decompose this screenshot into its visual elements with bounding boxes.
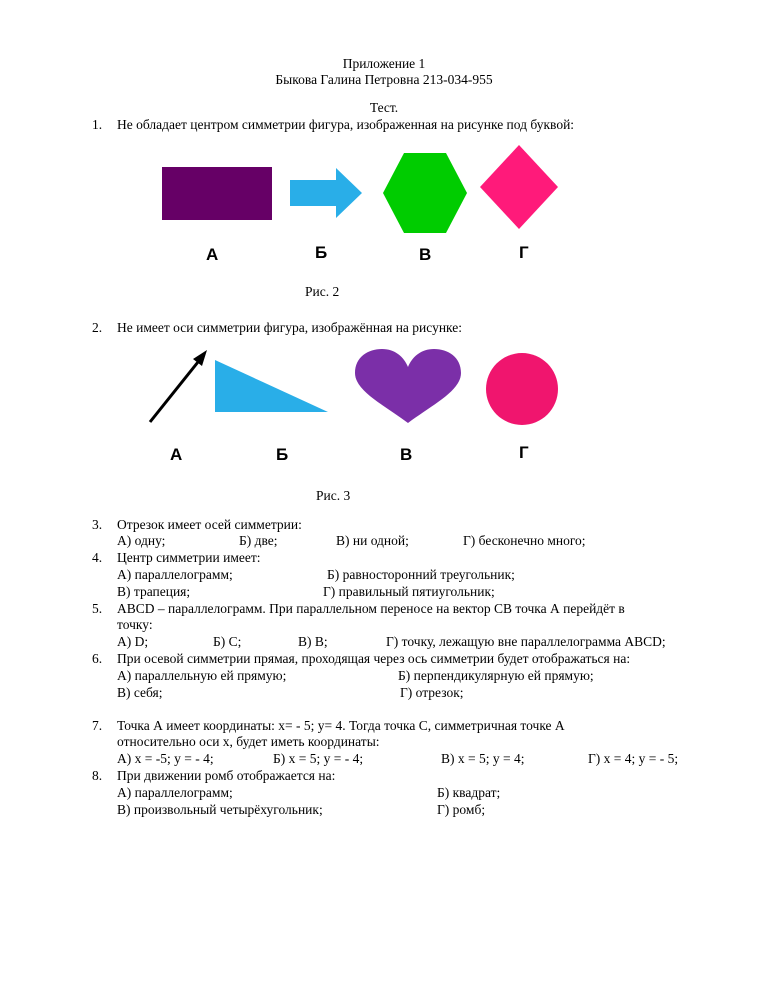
q1-label-a: А xyxy=(206,245,219,264)
q1-caption: Рис. 2 xyxy=(305,284,340,299)
q8-option-a: А) параллелограмм; xyxy=(117,785,233,800)
q5-number: 5. xyxy=(92,601,103,616)
q4-option-b: Б) равносторонний треугольник; xyxy=(327,567,515,582)
q8-number: 8. xyxy=(92,768,103,783)
q2-caption: Рис. 3 xyxy=(316,488,351,503)
q7-option-b: Б) х = 5; у = - 4; xyxy=(273,751,364,766)
q7-text-line2: относительно оси х, будет иметь координаты: xyxy=(117,734,380,749)
q4-number: 4. xyxy=(92,550,103,565)
test-title: Тест. xyxy=(369,100,399,115)
q2-label-g: Г xyxy=(519,443,529,462)
q4-option-c: В) трапеция; xyxy=(117,584,191,599)
q8-text: При движении ромб отображается на: xyxy=(117,768,336,783)
q2-arrow-line xyxy=(150,357,202,422)
q5-option-d: Г) точку, лежащую вне параллелограмма ABCD; xyxy=(386,634,666,649)
q2-figures xyxy=(140,345,570,430)
q1-figures xyxy=(150,140,570,235)
q5-option-c: В) B; xyxy=(298,634,328,649)
q8-option-d: Г) ромб; xyxy=(437,802,486,817)
q5-text-line1: ABCD – параллелограмм. При параллельном переносе на вектор CB точка А перейдёт в xyxy=(117,601,625,616)
q1-label-g: Г xyxy=(519,243,529,262)
q6-option-a: А) параллельную ей прямую; xyxy=(117,668,287,683)
q1-rhombus xyxy=(480,145,558,229)
q6-option-d: Г) отрезок; xyxy=(400,685,464,700)
q4-option-d: Г) правильный пятиугольник; xyxy=(323,584,495,599)
q3-text: Отрезок имеет осей симметрии: xyxy=(117,517,302,532)
q7-number: 7. xyxy=(92,718,103,733)
q1-text: Не обладает центром симметрии фигура, изображенная на рисунке под буквой: xyxy=(117,117,575,132)
q2-triangle xyxy=(215,360,328,412)
q3-option-a: А) одну; xyxy=(117,533,166,548)
q1-arrow xyxy=(290,168,362,218)
q6-text: При осевой симметрии прямая, проходящая через ось симметрии будет отображаться на: xyxy=(117,651,631,666)
q5-option-b: Б) С; xyxy=(213,634,242,649)
q1-label-b: Б xyxy=(315,243,328,262)
author-line: Быкова Галина Петровна 213-034-955 xyxy=(275,72,493,87)
q5-option-a: А) D; xyxy=(117,634,149,649)
q4-text: Центр симметрии имеет: xyxy=(117,550,261,565)
q2-circle xyxy=(486,353,558,425)
q3-option-c: В) ни одной; xyxy=(336,533,409,548)
q2-label-b: Б xyxy=(276,445,289,464)
q6-number: 6. xyxy=(92,651,103,666)
q1-label-v: В xyxy=(419,245,432,264)
q2-label-v: В xyxy=(400,445,413,464)
q5-text-line2: точку: xyxy=(117,617,153,632)
q6-option-b: Б) перпендикулярную ей прямую; xyxy=(398,668,594,683)
q7-option-a: А) х = -5; у = - 4; xyxy=(117,751,214,766)
q3-number: 3. xyxy=(92,517,103,532)
q2-heart xyxy=(355,349,461,423)
q2-number: 2. xyxy=(92,320,103,335)
q7-text-line1: Точка А имеет координаты: х= - 5; у= 4. Тогда точка С, симметричная точке А xyxy=(117,718,565,733)
q3-option-b: Б) две; xyxy=(239,533,278,548)
q7-option-c: В) х = 5; у = 4; xyxy=(441,751,525,766)
q7-option-d: Г) х = 4; у = - 5; xyxy=(588,751,679,766)
q4-option-a: А) параллелограмм; xyxy=(117,567,233,582)
q2-text: Не имеет оси симметрии фигура, изображённая на рисунке: xyxy=(117,320,463,335)
q8-option-c: В) произвольный четырёхугольник; xyxy=(117,802,323,817)
appendix-label: Приложение 1 xyxy=(342,56,426,71)
q6-option-c: В) себя; xyxy=(117,685,163,700)
q1-rectangle xyxy=(162,167,272,220)
q1-hexagon xyxy=(383,153,467,233)
q8-option-b: Б) квадрат; xyxy=(437,785,501,800)
q2-label-a: А xyxy=(170,445,183,464)
q3-option-d: Г) бесконечно много; xyxy=(463,533,586,548)
q1-number: 1. xyxy=(92,117,103,132)
